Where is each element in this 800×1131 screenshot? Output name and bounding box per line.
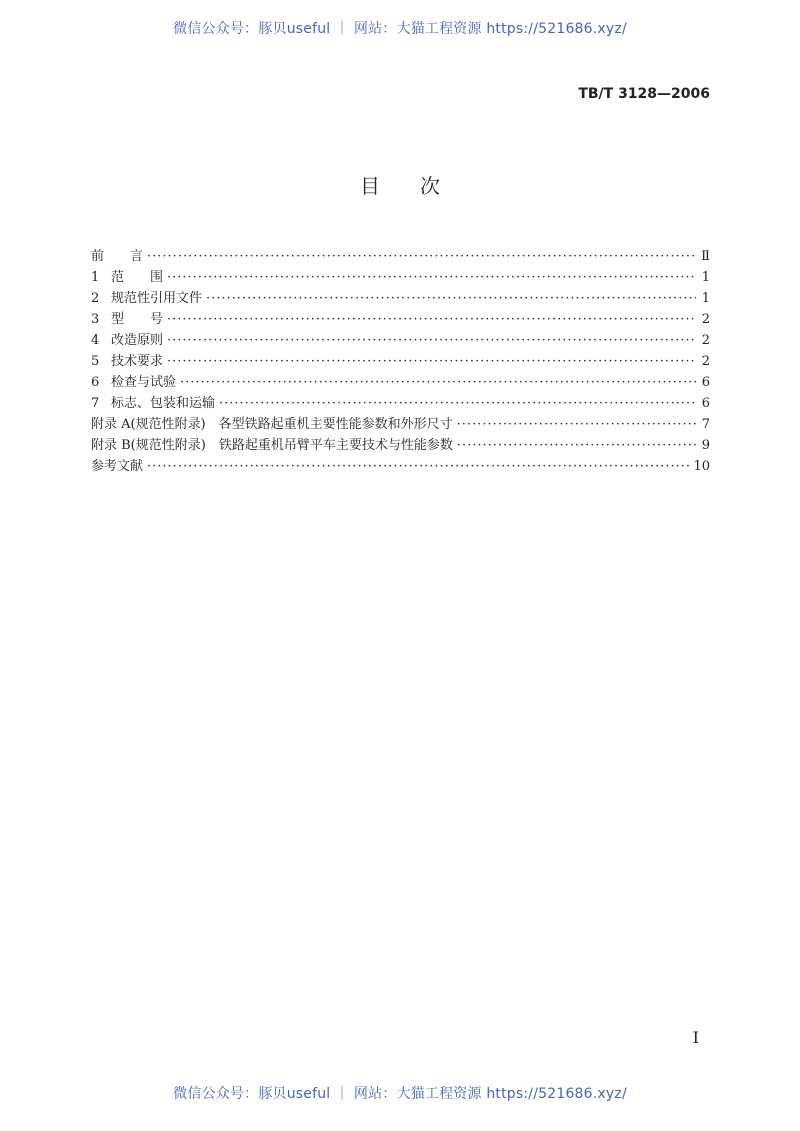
toc-entry-label: 型 号 <box>111 312 164 327</box>
toc-entry-label: 技术要求 <box>111 354 164 369</box>
toc-leader-dots <box>219 393 696 414</box>
toc-entry-scope[interactable] <box>91 267 710 288</box>
toc-entry-inspection-and-test[interactable] <box>91 372 710 393</box>
toc-entry-page: 2 <box>701 354 710 369</box>
toc-entry-label: 范 围 <box>111 270 164 285</box>
toc-entry-label: 改造原则 <box>111 333 164 348</box>
toc-entry-label: 附录 B(规范性附录) 铁路起重机吊臂平车主要技术与性能参数 <box>91 438 453 453</box>
toc-leader-dots <box>457 414 696 435</box>
toc-entry-number: 1 <box>91 270 100 285</box>
toc-entry-bibliography[interactable] <box>91 456 710 477</box>
toc-leader-dots <box>167 330 696 351</box>
toc-entry-modification-principles[interactable] <box>91 330 710 351</box>
toc-entry-foreword[interactable] <box>91 246 710 267</box>
toc-entry-number: 3 <box>91 312 100 327</box>
toc-entry-number: 7 <box>91 396 100 411</box>
toc-entry-number: 4 <box>91 333 100 348</box>
toc-entry-annex-b[interactable] <box>91 435 710 456</box>
toc-entry-page: 1 <box>701 291 710 306</box>
toc-leader-dots <box>147 456 689 477</box>
toc-entry-page: 9 <box>701 438 710 453</box>
toc-entry-annex-a[interactable] <box>91 414 710 435</box>
toc-entry-number: 6 <box>91 375 100 390</box>
toc-entry-label: 标志、包装和运输 <box>111 396 216 411</box>
toc-entry-label: 规范性引用文件 <box>111 291 203 306</box>
toc-entry-page: 10 <box>693 459 710 474</box>
toc-entry-number: 2 <box>91 291 100 306</box>
toc-entry-page: 6 <box>701 375 710 390</box>
toc-entry-page: 7 <box>701 417 710 432</box>
toc-entry-normative-references[interactable] <box>91 288 710 309</box>
toc-leader-dots <box>147 246 696 267</box>
toc-entry-label: 检查与试验 <box>111 375 177 390</box>
toc-leader-dots <box>206 288 696 309</box>
toc-entry-number: 5 <box>91 354 100 369</box>
watermark-bottom: 微信公众号：豚贝useful ｜ 网站：大猫工程资源 https://521686.xyz/ <box>173 1086 627 1102</box>
toc-leader-dots <box>457 435 696 456</box>
toc-entry-label: 附录 A(规范性附录) 各型铁路起重机主要性能参数和外形尺寸 <box>91 417 453 432</box>
toc-entry-label: 前 言 <box>91 249 144 264</box>
table-of-contents <box>91 246 710 477</box>
page-number: Ⅰ <box>692 1028 699 1047</box>
toc-entry-page: Ⅱ <box>701 249 710 264</box>
toc-entry-page: 2 <box>701 312 710 327</box>
toc-entry-label: 参考文献 <box>91 459 144 474</box>
toc-entry-page: 6 <box>701 396 710 411</box>
toc-title: 目次 <box>360 174 480 198</box>
watermark-top: 微信公众号：豚贝useful ｜ 网站：大猫工程资源 https://521686.xyz/ <box>173 21 627 37</box>
toc-entry-page: 1 <box>701 270 710 285</box>
toc-entry-page: 2 <box>701 333 710 348</box>
toc-entry-technical-requirements[interactable] <box>91 351 710 372</box>
toc-leader-dots <box>167 351 696 372</box>
toc-leader-dots <box>180 372 696 393</box>
toc-entry-model[interactable] <box>91 309 710 330</box>
toc-entry-marking-packing-transport[interactable] <box>91 393 710 414</box>
standard-code: TB/T 3128—2006 <box>578 86 710 102</box>
toc-leader-dots <box>167 267 696 288</box>
toc-leader-dots <box>167 309 696 330</box>
